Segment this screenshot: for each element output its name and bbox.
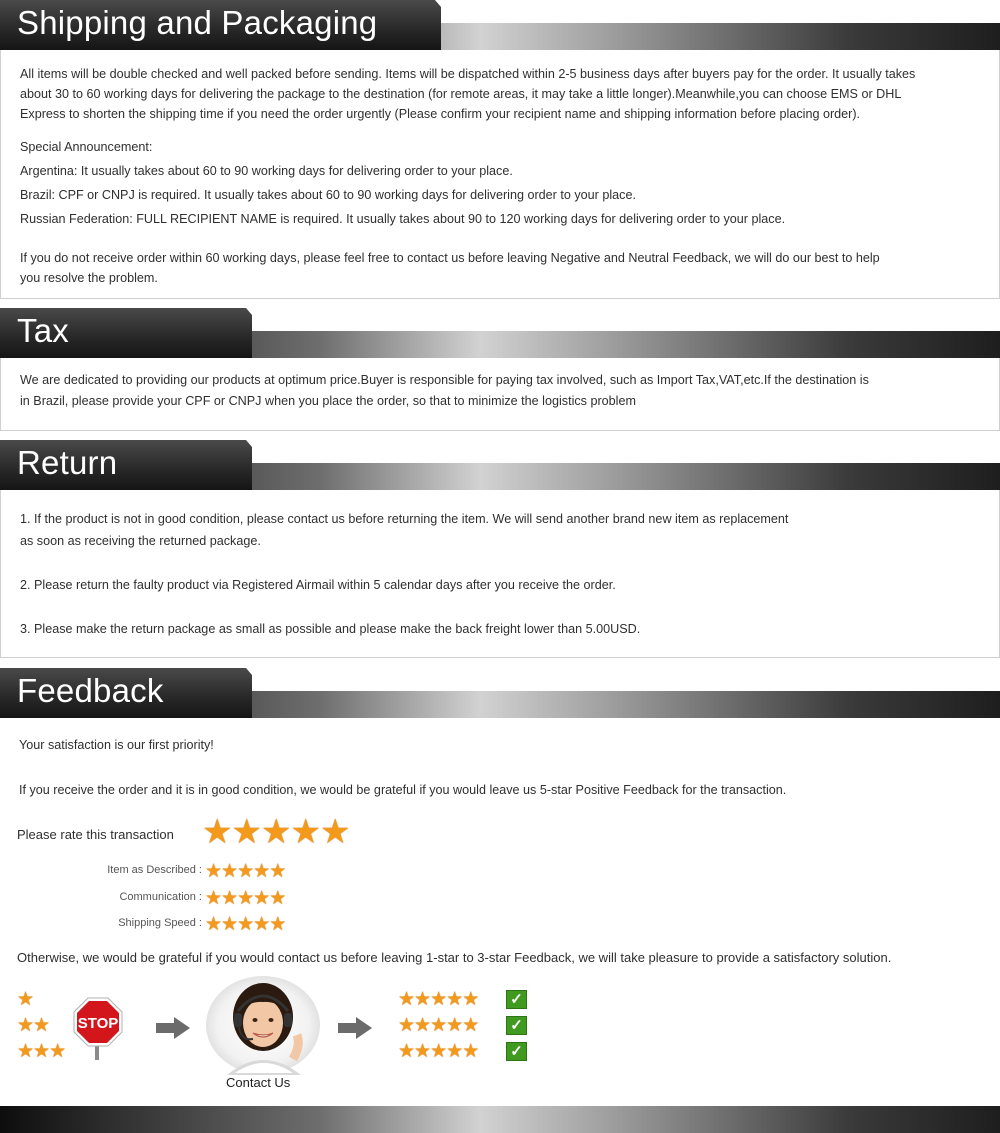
star-icon: ★ xyxy=(17,1015,35,1036)
five-star-rating xyxy=(398,1042,478,1061)
star-icon[interactable]: ★ xyxy=(253,914,271,935)
tax-text-2: in Brazil, please provide your CPF or CNPJ when you place the order, so that to minimize the logistics problem xyxy=(20,394,636,408)
feedback-section xyxy=(0,668,1000,718)
star-icon: ★ xyxy=(414,1041,432,1062)
return-item-1b: as soon as receiving the returned package. xyxy=(20,534,261,548)
otherwise-text: Otherwise, we would be grateful if you would contact us before leaving 1-star to 3-star Feedback, we will take pleasure to provide a satisfactory solution. xyxy=(17,950,892,965)
special-announcement: Special Announcement: xyxy=(20,140,153,154)
return-title: Return xyxy=(17,444,118,481)
star-icon: ★ xyxy=(33,1015,51,1036)
shipping-text-1: All items will be double checked and well packed before sending. Items will be dispatched within 2-5 business days after buyers pay for the order. It usually takes xyxy=(20,67,916,81)
star-icon: ★ xyxy=(430,1041,448,1062)
star-icon[interactable]: ★ xyxy=(260,813,292,851)
criteria-stars[interactable] xyxy=(205,915,285,934)
tax-text-1: We are dedicated to providing our products at optimum price.Buyer is responsible for paying tax involved, such as Import Tax,VAT,etc.If the destination is xyxy=(20,373,869,387)
star-icon[interactable]: ★ xyxy=(205,861,223,882)
star-icon[interactable]: ★ xyxy=(231,813,262,851)
shipping-text-3: Express to shorten the shipping time if you need the order urgently (Please confirm your recipient name and shipping information before placing order). xyxy=(20,107,861,121)
feedback-header xyxy=(0,668,1000,718)
star-icon: ★ xyxy=(414,989,432,1010)
star-icon[interactable]: ★ xyxy=(221,914,239,935)
star-icon: ★ xyxy=(446,989,464,1010)
check-icon: ✓ xyxy=(506,1016,527,1035)
rate-label: Please rate this transaction xyxy=(17,827,174,842)
star-icon[interactable]: ★ xyxy=(269,888,287,909)
shipping-title: Shipping and Packaging xyxy=(17,4,378,41)
tax-section xyxy=(0,308,1000,431)
star-icon[interactable]: ★ xyxy=(253,861,271,882)
brazil-note: Brazil: CPF or CNPJ is required. It usually takes about 60 to 90 working days for delivering order to your place. xyxy=(20,188,636,202)
return-item-2: 2. Please return the faulty product via Registered Airmail within 5 calendar days after you receive the order. xyxy=(20,578,616,592)
criteria-stars[interactable] xyxy=(205,862,285,881)
positive-feedback-text: If you receive the order and it is in good condition, we would be grateful if you would leave us 5-star Positive Feedback for the transaction. xyxy=(19,783,787,797)
five-star-rating xyxy=(398,1016,478,1035)
star-icon[interactable]: ★ xyxy=(202,813,233,851)
star-icon: ★ xyxy=(414,1015,432,1036)
star-icon: ★ xyxy=(398,1041,416,1062)
criteria-label: Shipping Speed : xyxy=(118,917,202,929)
footer-band xyxy=(0,1106,1000,1133)
star-icon: ★ xyxy=(462,989,480,1010)
star-icon[interactable]: ★ xyxy=(221,861,239,882)
low-rating-stars xyxy=(17,1042,65,1061)
star-icon[interactable]: ★ xyxy=(205,888,223,909)
star-icon[interactable]: ★ xyxy=(290,813,321,851)
shipping-text-2: about 30 to 60 working days for delivering the package to the destination (for remote areas, it may take a little longer).Meanwhile,you can choose EMS or DHL xyxy=(20,87,902,101)
star-icon[interactable]: ★ xyxy=(269,861,287,882)
return-item-3: 3. Please make the return package as small as possible and please make the back freight lower than 5.00USD. xyxy=(20,622,641,636)
star-icon: ★ xyxy=(430,989,448,1010)
star-icon[interactable]: ★ xyxy=(221,888,239,909)
shipping-box xyxy=(0,50,1000,299)
star-icon: ★ xyxy=(462,1041,480,1062)
star-icon[interactable]: ★ xyxy=(205,914,223,935)
shipping-header xyxy=(0,0,1000,50)
tax-header xyxy=(0,308,1000,358)
criteria-label: Item as Described : xyxy=(107,864,202,876)
stop-text: STOP xyxy=(77,1015,119,1032)
star-icon[interactable]: ★ xyxy=(319,813,351,851)
criteria-stars[interactable] xyxy=(205,889,285,908)
check-icon: ✓ xyxy=(506,990,527,1009)
stop-sign-icon xyxy=(72,996,124,1062)
star-icon: ★ xyxy=(446,1015,464,1036)
tax-title: Tax xyxy=(17,312,69,349)
star-icon[interactable]: ★ xyxy=(237,888,255,909)
argentina-note: Argentina: It usually takes about 60 to 90 working days for delivering order to your place. xyxy=(20,164,513,178)
star-icon: ★ xyxy=(17,1041,35,1062)
contact-text-1: If you do not receive order within 60 working days, please feel free to contact us before leaving Negative and Neutral Feedback, we will do our best to help xyxy=(20,251,880,265)
arrow-right-icon xyxy=(338,1017,372,1039)
star-icon: ★ xyxy=(430,1015,448,1036)
star-icon: ★ xyxy=(398,989,416,1010)
return-section xyxy=(0,440,1000,658)
tax-box xyxy=(0,358,1000,431)
star-icon: ★ xyxy=(49,1041,67,1062)
customer-service-agent-icon[interactable] xyxy=(205,975,321,1075)
contact-us-label[interactable]: Contact Us xyxy=(226,1075,291,1090)
star-icon: ★ xyxy=(446,1041,464,1062)
feedback-title: Feedback xyxy=(17,672,164,709)
return-box xyxy=(0,490,1000,658)
low-rating-stars xyxy=(17,1016,49,1035)
check-icon: ✓ xyxy=(506,1042,527,1061)
star-icon[interactable]: ★ xyxy=(269,914,287,935)
contact-text-2: you resolve the problem. xyxy=(20,271,158,285)
russia-note: Russian Federation: FULL RECIPIENT NAME is required. It usually takes about 90 to 120 working days for delivering order to your place. xyxy=(20,212,786,226)
star-icon: ★ xyxy=(398,1015,416,1036)
star-icon[interactable]: ★ xyxy=(237,914,255,935)
low-rating-stars xyxy=(17,990,33,1009)
arrow-right-icon xyxy=(156,1017,190,1039)
five-star-rating xyxy=(398,990,478,1009)
star-icon[interactable]: ★ xyxy=(253,888,271,909)
return-item-1a: 1. If the product is not in good condition, please contact us before returning the item. We will send another brand new item as replacement xyxy=(20,512,789,526)
return-header xyxy=(0,440,1000,490)
star-icon[interactable]: ★ xyxy=(237,861,255,882)
criteria-label: Communication : xyxy=(119,891,202,903)
star-icon: ★ xyxy=(33,1041,51,1062)
shipping-section xyxy=(0,0,1000,299)
star-icon: ★ xyxy=(462,1015,480,1036)
star-icon: ★ xyxy=(17,989,35,1010)
rating-stars[interactable] xyxy=(202,815,349,849)
priority-text: Your satisfaction is our first priority! xyxy=(19,738,214,752)
